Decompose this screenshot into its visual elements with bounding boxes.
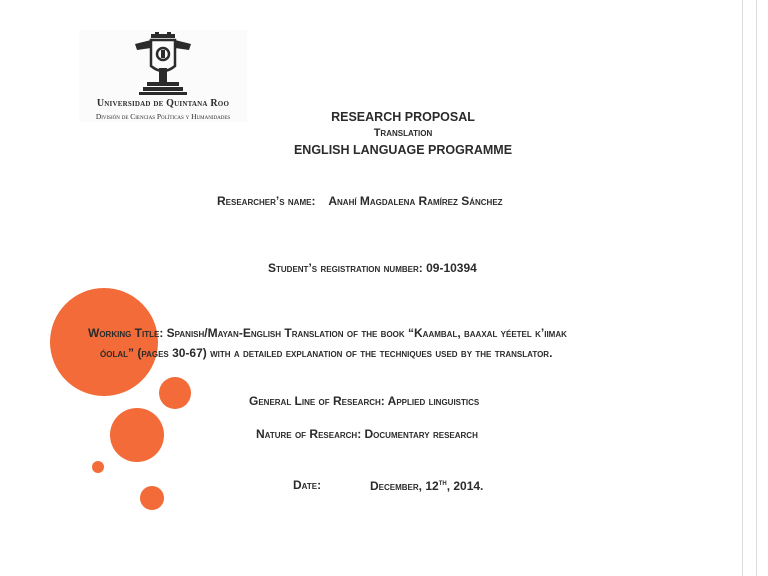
researcher-label: Researcher’s name:: [217, 194, 316, 208]
decorative-edge-line: [742, 0, 743, 576]
programme-name: ENGLISH LANGUAGE PROGRAMME: [293, 143, 513, 157]
proposal-title: RESEARCH PROPOSAL: [331, 110, 475, 124]
student-line: [268, 261, 477, 275]
decorative-circle-small: [92, 461, 104, 473]
university-name: Universidad de Quintana Roo: [96, 98, 230, 109]
proposal-subtitle: Translation: [373, 127, 433, 139]
decorative-circle: [140, 486, 164, 510]
researcher-line: [217, 194, 503, 208]
decorative-circle-large: [50, 288, 158, 396]
nature-of-research: Nature of Research: Documentary research: [256, 427, 478, 441]
student-label: Student’s registration number:: [268, 261, 423, 275]
date-ordinal-suffix: th: [438, 478, 447, 487]
decorative-edge-line: [756, 0, 757, 576]
decorative-circle: [110, 408, 164, 462]
date-value: [370, 478, 483, 493]
date-year: , 2014.: [446, 479, 484, 493]
student-number: 09-10394: [426, 261, 477, 275]
general-line-of-research: General Line of Research: Applied linguistics: [249, 394, 480, 408]
university-logo: [79, 30, 247, 122]
working-title-line-2: óolal” (pages 30-67) with a detailed explanation of the techniques used by the translator.: [100, 346, 553, 360]
date-day: December, 12: [370, 479, 439, 493]
university-seal-icon: [133, 32, 193, 96]
date-label: Date:: [293, 478, 322, 492]
working-title-line-1: Working Title: Spanish/Mayan-English Translation of the book “Kaambal, baaxal yéetel k’iimak: [88, 326, 567, 340]
decorative-circle: [159, 377, 191, 409]
researcher-name: Anahí Magdalena Ramírez Sánchez: [328, 194, 503, 208]
division-name: División de Ciencias Políticas y Humanidades: [95, 112, 231, 121]
